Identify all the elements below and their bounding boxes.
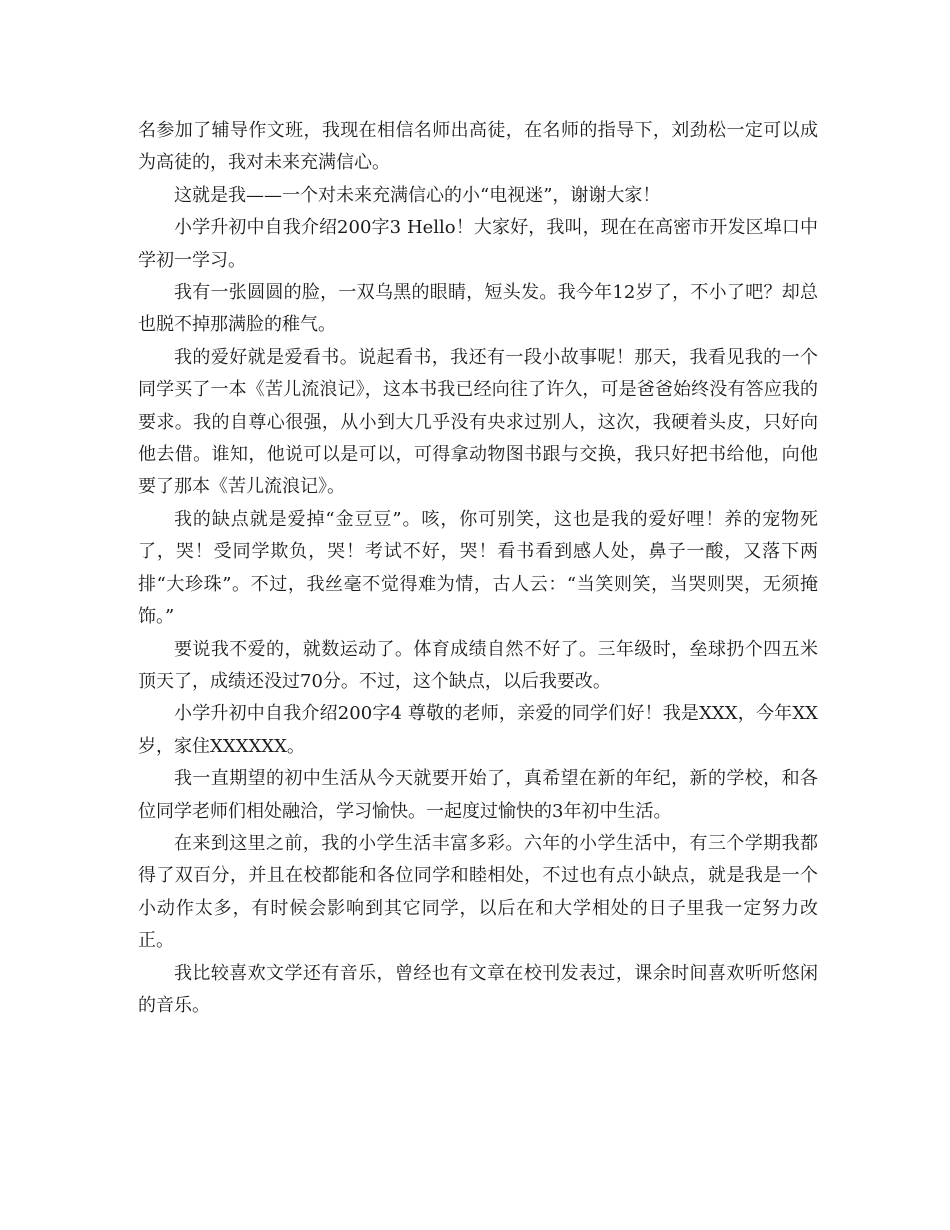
paragraph: 要说我不爱的，就数运动了。体育成绩自然不好了。三年级时，垒球扔个四五米顶天了，成绩还没过70分。不过，这个缺点，以后我要改。 (138, 638, 818, 692)
paragraph: 名参加了辅导作文班，我现在相信名师出高徒，在名师的指导下，刘劲松一定可以成为高徒的，我对未来充满信心。 (138, 120, 818, 174)
paragraph: 这就是我——一个对未来充满信心的小“电视迷”，谢谢大家！ (174, 184, 661, 206)
paragraph: 我比较喜欢文学还有音乐，曾经也有文章在校刊发表过，课余时间喜欢听听悠闲的音乐。 (138, 962, 818, 1016)
paragraph: 我一直期望的初中生活从今天就要开始了，真希望在新的年纪，新的学校，和各位同学老师们相处融洽，学习愉快。一起度过愉快的3年初中生活。 (138, 768, 818, 822)
paragraph: 我的缺点就是爱掉“金豆豆”。咳，你可别笑，这也是我的爱好哩！养的宠物死了，哭！受同学欺负，哭！考试不好，哭！看书看到感人处，鼻子一酸，又落下两排“大珍珠”。不过，我丝毫不觉得难为情，古人云：“当笑则笑，当哭则哭，无须掩饰。” (138, 508, 818, 628)
paragraph: 小学升初中自我介绍200字3 Hello！大家好，我叫，现在在高密市开发区埠口中学初一学习。 (138, 217, 818, 271)
paragraph: 我有一张圆圆的脸，一双乌黑的眼睛，短头发。我今年12岁了，不小了吧？却总也脱不掉那满脸的稚气。 (138, 282, 818, 336)
document-body (138, 115, 818, 1022)
paragraph: 我的爱好就是爱看书。说起看书，我还有一段小故事呢！那天，我看见我的一个同学买了一本《苦儿流浪记》，这本书我已经向往了许久，可是爸爸始终没有答应我的要求。我的自尊心很强，从小到大几乎没有央求过别人，这次，我硬着头皮，只好向他去借。谁知，他说可以是可以，可得拿动物图书跟与交换，我只好把书给他，向他要了那本《苦儿流浪记》。 (138, 346, 818, 498)
paragraph: 小学升初中自我介绍200字4 尊敬的老师，亲爱的同学们好！我是XXX，今年XX岁，家住XXXXXX。 (138, 703, 818, 757)
paragraph: 在来到这里之前，我的小学生活丰富多彩。六年的小学生活中，有三个学期我都得了双百分，并且在校都能和各位同学和睦相处，不过也有点小缺点，就是我是一个小动作太多，有时候会影响到其它同学，以后在和大学相处的日子里我一定努力改正。 (138, 832, 818, 952)
